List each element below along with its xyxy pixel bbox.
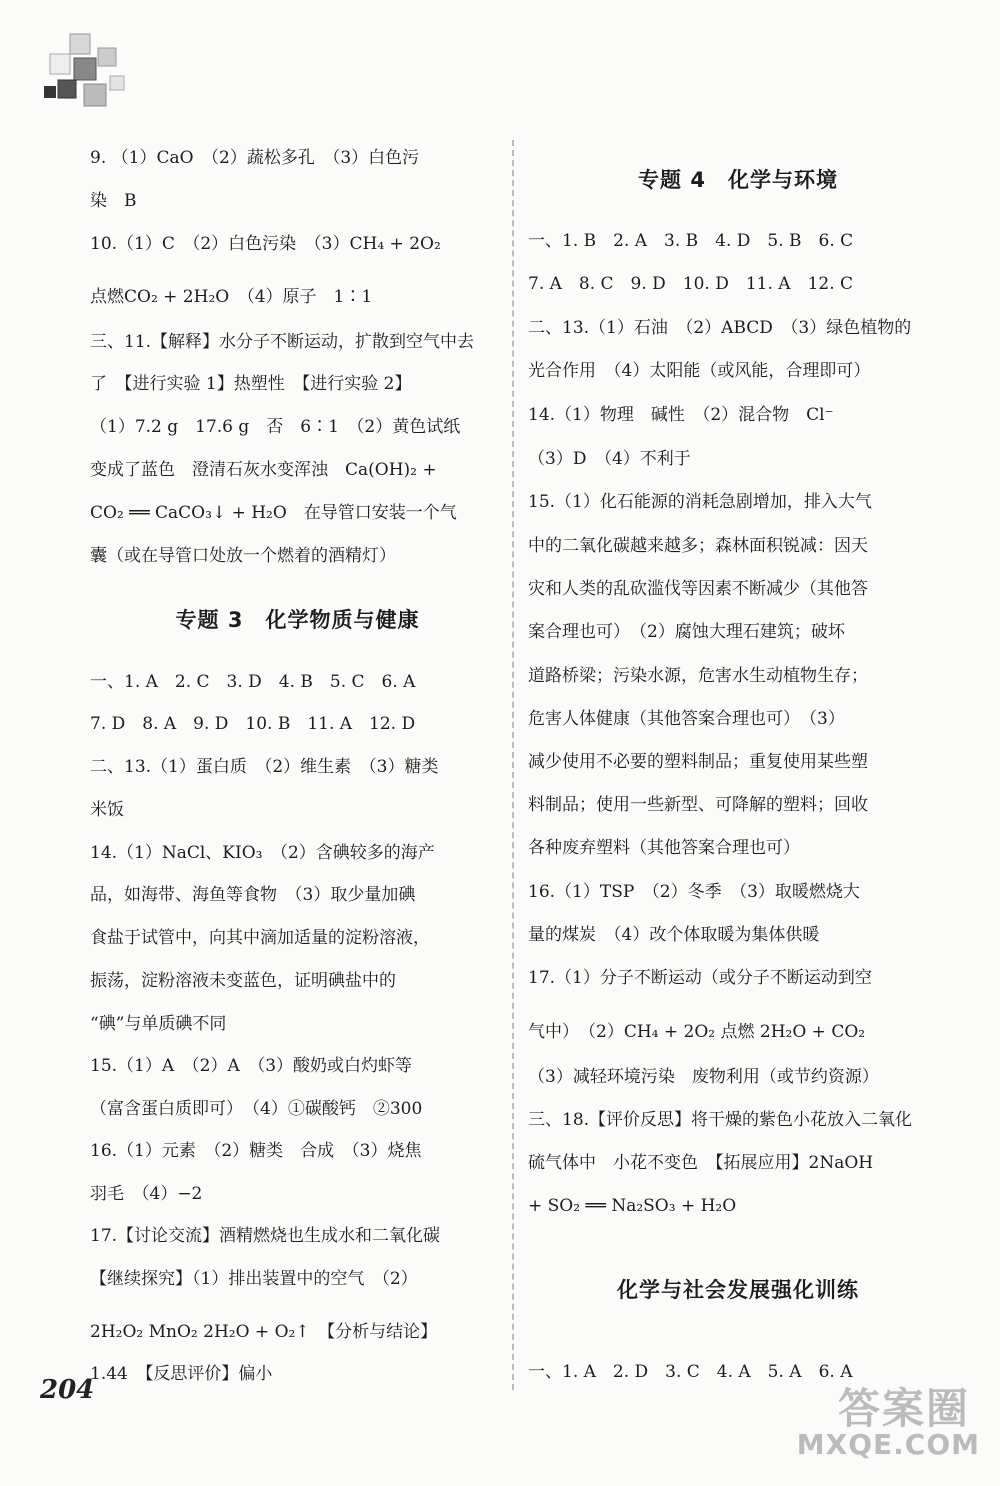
- watermark-url: MXQE.COM: [796, 1428, 980, 1461]
- answer-line: 17.（1）分子不断运动（或分子不断运动到空: [528, 968, 872, 988]
- answer-line: 食盐于试管中，向其中滴加适量的淀粉溶液，: [90, 928, 430, 948]
- answer-line: 15.（1）A （2）A （3）酸奶或白灼虾等: [90, 1056, 413, 1076]
- answer-line: 案合理也可） （2）腐蚀大理石建筑；破坏: [528, 622, 845, 642]
- section-heading: 专题 4 化学与环境: [638, 168, 838, 192]
- answer-line: 三、11.【解释】水分子不断运动，扩散到空气中去: [90, 332, 475, 352]
- answer-line: 了 【进行实验 1】热塑性 【进行实验 2】: [90, 374, 412, 394]
- watermark-logo: [750, 1376, 980, 1468]
- answer-line: 染 B: [90, 191, 137, 211]
- answer-line: 一、1. B 2. A 3. B 4. D 5. B 6. C: [528, 231, 854, 251]
- answer-line: 减少使用不必要的塑料制品；重复使用某些塑: [528, 752, 868, 772]
- answer-line: 硫气体中 小花不变色 【拓展应用】2NaOH: [528, 1153, 874, 1173]
- answer-line: 量的煤炭 （4）改个体取暖为集体供暖: [528, 925, 820, 945]
- answer-line: 2H₂O₂ MnO₂ 2H₂O + O₂↑ 【分析与结论】: [90, 1322, 438, 1342]
- answer-line: 灾和人类的乱砍滥伐等因素不断减少（其他答: [528, 579, 868, 599]
- answer-line: 囊（或在导管口处放一个燃着的酒精灯）: [90, 546, 396, 566]
- answer-line: 料制品；使用一些新型、可降解的塑料；回收: [528, 795, 868, 815]
- answer-line: 二、13.（1）蛋白质 （2）维生素 （3）糖类: [90, 757, 439, 777]
- answer-line: 羽毛 （4）−2: [90, 1184, 203, 1204]
- answer-line: 品，如海带、海鱼等食物 （3）取少量加碘: [90, 885, 416, 905]
- answer-line: 气中） （2）CH₄ + 2O₂ 点燃 2H₂O + CO₂: [528, 1022, 866, 1042]
- column-divider: [512, 140, 514, 1390]
- section-heading: 专题 3 化学物质与健康: [175, 608, 420, 632]
- answer-line: 危害人体健康（其他答案合理也可） （3）: [528, 709, 845, 729]
- answer-line: 点燃CO₂ + 2H₂O （4）原子 1∶1: [90, 287, 373, 307]
- answer-line: 16.（1）元素 （2）糖类 合成 （3）烧焦: [90, 1141, 422, 1161]
- answer-line: 二、13.（1）石油 （2）ABCD （3）绿色植物的: [528, 318, 912, 338]
- answer-line: CO₂ ══ CaCO₃↓ + H₂O 在导管口安装一个气: [90, 503, 457, 523]
- answer-line: 光合作用 （4）太阳能（或风能，合理即可）: [528, 361, 871, 381]
- page-number: 204: [40, 1375, 95, 1405]
- answer-line: 米饭: [90, 800, 124, 820]
- answer-line: 三、18.【评价反思】将干燥的紫色小花放入二氧化: [528, 1110, 913, 1130]
- decorative-cubes-logo: [40, 30, 130, 110]
- answer-line: 14.（1）NaCl、KIO₃ （2）含碘较多的海产: [90, 843, 435, 863]
- answer-line: 【继续探究】（1）排出装置中的空气 （2）: [90, 1269, 418, 1289]
- answer-line: 各种废弃塑料（其他答案合理也可）: [528, 838, 800, 858]
- answer-line: 10.（1）C （2）白色污染 （3）CH₄ + 2O₂: [90, 234, 441, 254]
- answer-line: 一、1. A 2. C 3. D 4. B 5. C 6. A: [90, 672, 416, 692]
- answer-line: （富含蛋白质即可） （4）①碳酸钙 ②300: [90, 1099, 423, 1119]
- answer-line: 16.（1）TSP （2）冬季 （3）取暖燃烧大: [528, 882, 860, 902]
- answer-line: （1）7.2 g 17.6 g 否 6∶1 （2）黄色试纸: [90, 417, 461, 437]
- answer-line: （3）减轻环境污染 废物利用（或节约资源）: [528, 1067, 879, 1087]
- answer-line: 7. A 8. C 9. D 10. D 11. A 12. C: [528, 274, 854, 294]
- answer-line: 一、1. A 2. D 3. C 4. A 5. A 6. A: [528, 1362, 853, 1382]
- section-heading: 化学与社会发展强化训练: [617, 1278, 859, 1302]
- answer-line: （3）D （4）不利于: [528, 449, 691, 469]
- answer-line: 17.【讨论交流】酒精燃烧也生成水和二氧化碳: [90, 1226, 441, 1246]
- answer-line: 道路桥梁；污染水源，危害水生动植物生存；: [528, 666, 868, 686]
- answer-line: 9. （1）CaO （2）蔬松多孔 （3）白色污: [90, 148, 420, 168]
- answer-line: 变成了蓝色 澄清石灰水变浑浊 Ca(OH)₂ +: [90, 460, 437, 480]
- answer-line: + SO₂ ══ Na₂SO₃ + H₂O: [528, 1196, 737, 1216]
- answer-line: 振荡，淀粉溶液未变蓝色，证明碘盐中的: [90, 971, 396, 991]
- answer-line: 1.44 【反思评价】偏小: [90, 1364, 273, 1384]
- answer-line: 中的二氧化碳越来越多；森林面积锐减：因天: [528, 536, 868, 556]
- answer-line: 15.（1）化石能源的消耗急剧增加，排入大气: [528, 492, 872, 512]
- answer-line: 7. D 8. A 9. D 10. B 11. A 12. D: [90, 714, 416, 734]
- watermark-text: 答案圈: [837, 1384, 970, 1433]
- answer-line: “碘”与单质碘不同: [90, 1014, 227, 1034]
- answer-line: 14.（1）物理 碱性 （2）混合物 Cl⁻: [528, 405, 834, 425]
